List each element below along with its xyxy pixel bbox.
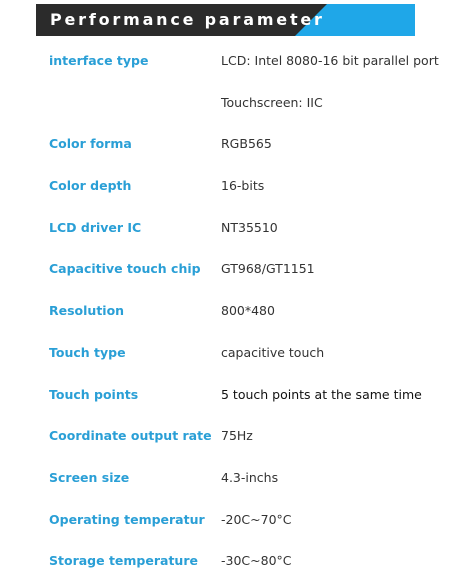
parameter-value: 5 touch points at the same time: [221, 386, 422, 402]
parameter-row-color-format: [0, 123, 452, 165]
parameter-table: [0, 40, 452, 582]
parameter-value: -30C~80°C: [221, 553, 292, 569]
parameter-label: Operating temperatur: [49, 511, 205, 527]
parameter-value: 4.3-inchs: [221, 469, 279, 485]
parameter-row-touch-type: [0, 332, 452, 374]
parameter-label: Touch points: [49, 386, 139, 402]
parameter-row-storage-temperature: [0, 540, 452, 582]
parameter-row-color-depth: [0, 165, 452, 207]
parameter-label: Screen size: [49, 469, 130, 485]
parameter-row-output-rate: [0, 415, 452, 457]
parameter-row-touch-chip: [0, 248, 452, 290]
parameter-row-lcd-driver: [0, 207, 452, 249]
parameter-row-operating-temperature: [0, 499, 452, 541]
parameter-label: Color forma: [49, 136, 132, 152]
parameter-value: 16-bits: [221, 178, 265, 194]
parameter-row-touch-points: [0, 374, 452, 416]
section-title: Performance parameter: [50, 10, 325, 29]
parameter-value: -20C~70°C: [221, 511, 292, 527]
parameter-label: Coordinate output rate: [49, 428, 212, 444]
parameter-value: RGB565: [221, 136, 272, 152]
parameter-label: Touch type: [49, 344, 126, 360]
parameter-label: interface type: [49, 53, 149, 68]
parameter-value: NT35510: [221, 219, 278, 235]
section-header: [36, 4, 415, 36]
parameter-row-screen-size: [0, 457, 452, 499]
parameter-value: capacitive touch: [221, 344, 325, 360]
parameter-label: LCD driver IC: [49, 219, 142, 235]
parameter-row-interface-type: [0, 40, 452, 82]
parameter-value: 800*480: [221, 303, 275, 319]
parameter-value: GT968/GT1151: [221, 261, 315, 277]
parameter-value: LCD: Intel 8080-16 bit parallel port: [221, 53, 439, 68]
parameter-value: Touchscreen: IIC: [221, 94, 323, 110]
parameter-label: Resolution: [49, 303, 125, 319]
parameter-row-interface-type-continued: [0, 82, 452, 124]
parameter-label: Storage temperature: [49, 553, 198, 569]
parameter-label: Capacitive touch chip: [49, 261, 201, 277]
parameter-value: 75Hz: [221, 428, 253, 444]
parameter-label: Color depth: [49, 178, 132, 194]
parameter-row-resolution: [0, 290, 452, 332]
